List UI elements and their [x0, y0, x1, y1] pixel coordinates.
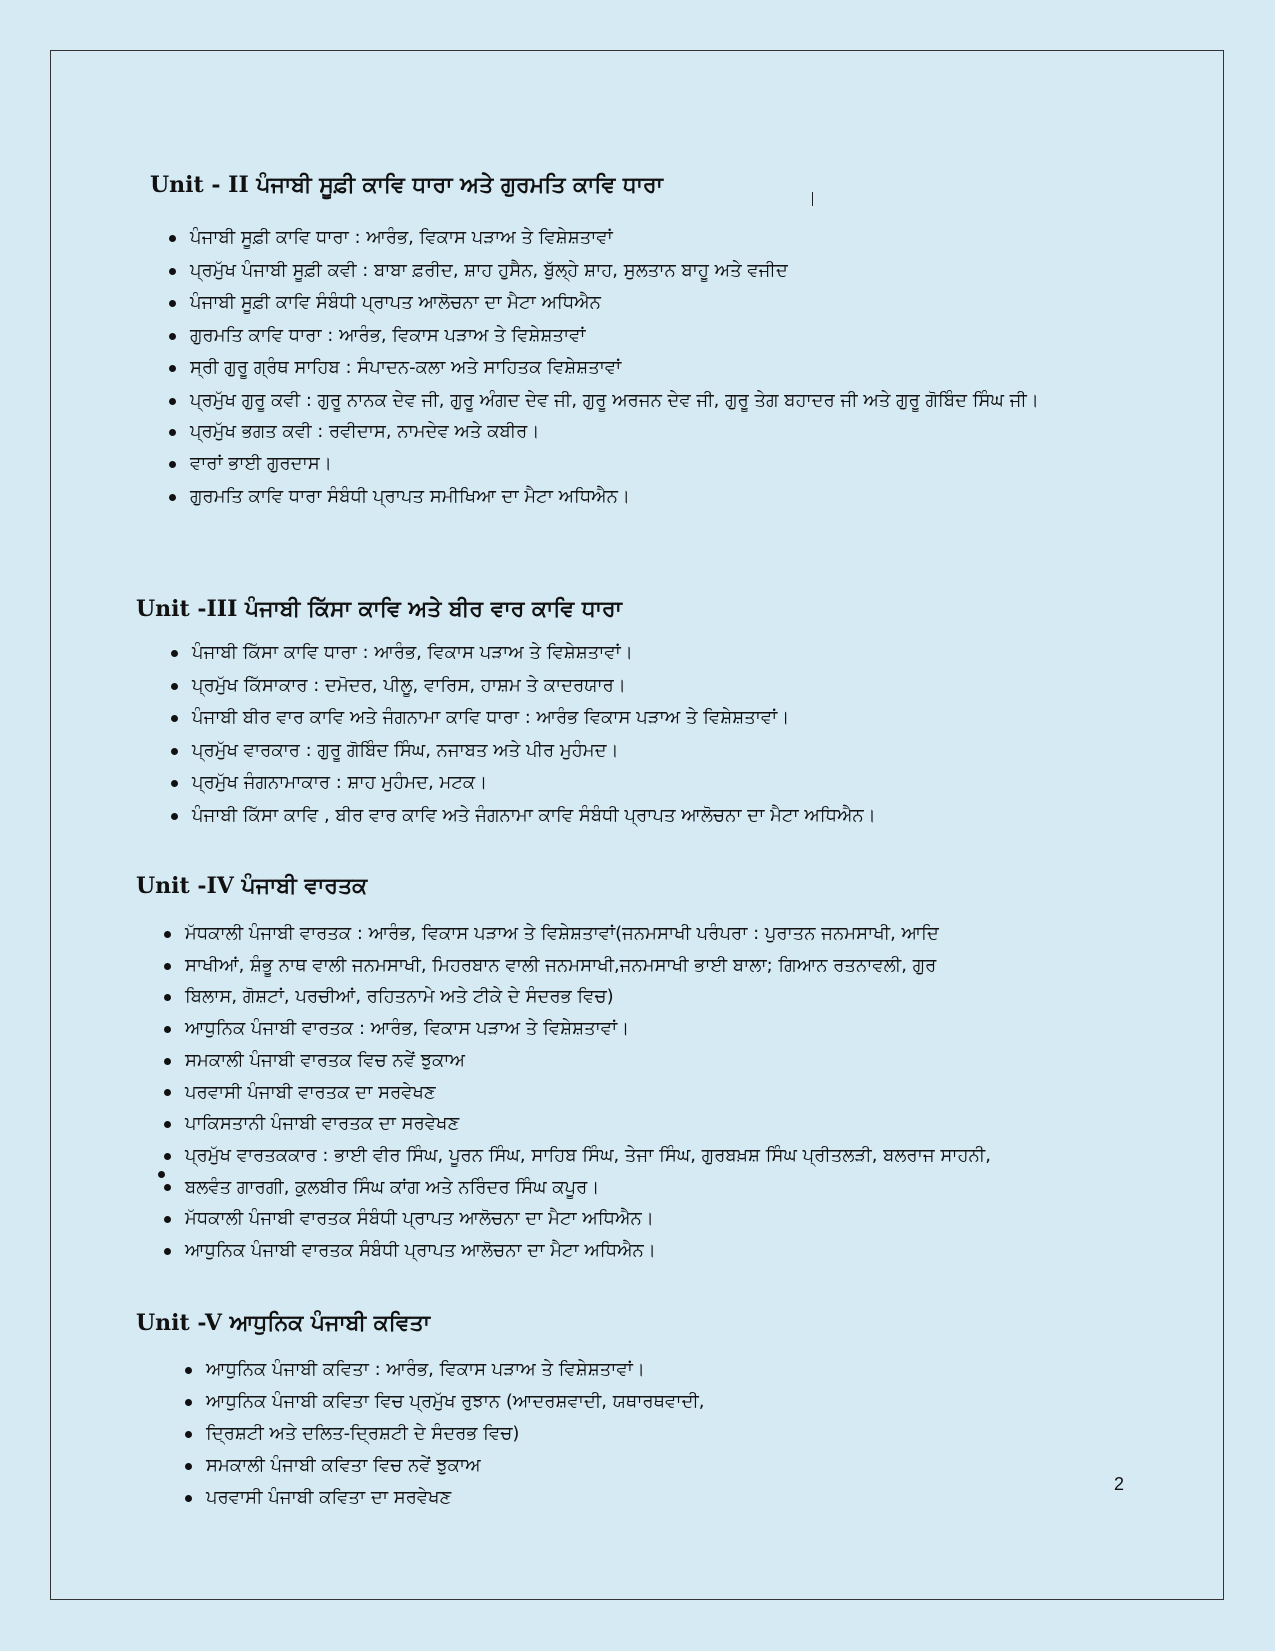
list-item: ਸਮਕਾਲੀ ਪੰਜਾਬੀ ਕਵਿਤਾ ਵਿਚ ਨਵੇਂ ਝੁਕਾਅ [206, 1450, 1206, 1482]
bullet-icon [164, 1121, 171, 1128]
bullet-icon [171, 748, 178, 755]
list-item: ਬਿਲਾਸ, ਗੋਸ਼ਟਾਂ, ਪਰਚੀਆਂ, ਰਹਿਤਨਾਮੇ ਅਤੇ ਟੀਕੇ ਦੇ ਸੰਦਰਭ ਵਿਚ) [185, 981, 1225, 1013]
list-item: ਪੰਜਾਬੀ ਕਿੱਸਾ ਕਾਵਿ ਧਾਰਾ : ਆਰੰਭ, ਵਿਕਾਸ ਪੜਾਅ ਤੇ ਵਿਸ਼ੇਸ਼ਤਾਵਾਂ। [192, 637, 1192, 670]
bullet-icon [169, 429, 176, 436]
list-item: ਪਾਕਿਸਤਾਨੀ ਪੰਜਾਬੀ ਵਾਰਤਕ ਦਾ ਸਰਵੇਖਣ [185, 1108, 1225, 1140]
page-number: 2 [1114, 1474, 1125, 1494]
list-item: ਪਰਵਾਸੀ ਪੰਜਾਬੀ ਕਵਿਤਾ ਦਾ ਸਰਵੇਖਣ [206, 1482, 1206, 1514]
unit-2-list [190, 222, 1140, 513]
list-item: ਪ੍ਰਮੁੱਖ ਵਾਰਤਕਕਾਰ : ਭਾਈ ਵੀਰ ਸਿੰਘ, ਪੂਰਨ ਸਿੰਘ, ਸਾਹਿਬ ਸਿੰਘ, ਤੇਜਾ ਸਿੰਘ, ਗੁਰਬਖ਼ਸ਼ ਸਿੰਘ ਪ੍ਰੀਤਲੜੀ, ਬਲਰਾਜ ਸਾਹਨੀ, [185, 1140, 1225, 1172]
list-item: ਦ੍ਰਿਸ਼ਟੀ ਅਤੇ ਦਲਿਤ-ਦ੍ਰਿਸ਼ਟੀ ਦੇ ਸੰਦਰਭ ਵਿਚ) [206, 1418, 1206, 1450]
bullet-icon [171, 683, 178, 690]
bullet-icon [164, 1026, 171, 1033]
list-item: ਪਰਵਾਸੀ ਪੰਜਾਬੀ ਵਾਰਤਕ ਦਾ ਸਰਵੇਖਣ [185, 1077, 1225, 1109]
bullet-icon [171, 813, 178, 820]
list-item: ਪ੍ਰਮੁੱਖ ਕਿੱਸਾਕਾਰ : ਦਮੋਦਰ, ਪੀਲੂ, ਵਾਰਿਸ, ਹਾਸ਼ਮ ਤੇ ਕਾਦਰਯਾਰ। [192, 670, 1192, 703]
list-item: ਸਾਖੀਆਂ, ਸ਼ੰਭੂ ਨਾਥ ਵਾਲੀ ਜਨਮਸਾਖੀ, ਮਿਹਰਬਾਨ ਵਾਲੀ ਜਨਮਸਾਖੀ,ਜਨਮਸਾਖੀ ਭਾਈ ਬਾਲਾ; ਗਿਆਨ ਰਤਨਾਵਲੀ, ਗੁਰ [185, 950, 1225, 982]
unit-5-heading: Unit -V ਆਧੁਨਿਕ ਪੰਜਾਬੀ ਕਵਿਤਾ [136, 1310, 431, 1336]
list-item: ਸ੍ਰੀ ਗੁਰੂ ਗ੍ਰੰਥ ਸਾਹਿਬ : ਸੰਪਾਦਨ-ਕਲਾ ਅਤੇ ਸਾਹਿਤਕ ਵਿਸ਼ੇਸ਼ਤਾਵਾਂ [190, 352, 1140, 385]
list-item: ਗੁਰਮਤਿ ਕਾਵਿ ਧਾਰਾ ਸੰਬੰਧੀ ਪ੍ਰਾਪਤ ਸਮੀਖਿਆ ਦਾ ਮੈਟਾ ਅਧਿਐਨ। [190, 481, 1140, 514]
unit-4-heading: Unit -IV ਪੰਜਾਬੀ ਵਾਰਤਕ [136, 873, 368, 899]
bullet-icon [164, 1153, 171, 1160]
list-item: ਆਧੁਨਿਕ ਪੰਜਾਬੀ ਵਾਰਤਕ ਸੰਬੰਧੀ ਪ੍ਰਾਪਤ ਆਲੋਚਨਾ ਦਾ ਮੈਟਾ ਅਧਿਐਨ। [185, 1235, 1225, 1267]
bullet-icon [164, 1058, 171, 1065]
list-item: ਪ੍ਰਮੁੱਖ ਵਾਰਕਾਰ : ਗੁਰੂ ਗੋਬਿੰਦ ਸਿੰਘ, ਨਜਾਬਤ ਅਤੇ ਪੀਰ ਮੁਹੰਮਦ। [192, 735, 1192, 768]
bullet-icon [169, 333, 176, 340]
list-item: ਪੰਜਾਬੀ ਬੀਰ ਵਾਰ ਕਾਵਿ ਅਤੇ ਜੰਗਨਾਮਾ ਕਾਵਿ ਧਾਰਾ : ਆਰੰਭ ਵਿਕਾਸ ਪੜਾਅ ਤੇ ਵਿਸ਼ੇਸ਼ਤਾਵਾਂ। [192, 702, 1192, 735]
list-item: ਸਮਕਾਲੀ ਪੰਜਾਬੀ ਵਾਰਤਕ ਵਿਚ ਨਵੇਂ ਝੁਕਾਅ [185, 1045, 1225, 1077]
unit-5-list [206, 1354, 1206, 1514]
bullet-icon [169, 398, 176, 405]
list-item: ਆਧੁਨਿਕ ਪੰਜਾਬੀ ਕਵਿਤਾ : ਆਰੰਭ, ਵਿਕਾਸ ਪੜਾਅ ਤੇ ਵਿਸ਼ੇਸ਼ਤਾਵਾਂ। [206, 1354, 1206, 1386]
bullet-icon [185, 1495, 192, 1502]
unit-4-list [185, 918, 1225, 1267]
bullet-icon [185, 1431, 192, 1438]
text-cursor-mark [812, 192, 813, 206]
list-item: ਪ੍ਰਮੁੱਖ ਗੁਰੂ ਕਵੀ : ਗੁਰੂ ਨਾਨਕ ਦੇਵ ਜੀ, ਗੁਰੂ ਅੰਗਦ ਦੇਵ ਜੀ, ਗੁਰੂ ਅਰਜਨ ਦੇਵ ਜੀ, ਗੁਰੂ ਤੇਗ ਬਹਾਦਰ ਜੀ ਅਤੇ ਗੁਰੂ ਗੋਬਿੰਦ ਸਿੰਘ ਜੀ। [190, 385, 1140, 416]
bullet-icon [164, 963, 171, 970]
unit-3-heading: Unit -III ਪੰਜਾਬੀ ਕਿੱਸਾ ਕਾਵਿ ਅਤੇ ਬੀਰ ਵਾਰ ਕਾਵਿ ਧਾਰਾ [136, 596, 622, 622]
list-item: ਆਧੁਨਿਕ ਪੰਜਾਬੀ ਕਵਿਤਾ ਵਿਚ ਪ੍ਰਮੁੱਖ ਰੁਝਾਨ (ਆਦਰਸ਼ਵਾਦੀ, ਯਥਾਰਥਵਾਦੀ, [206, 1386, 1206, 1418]
list-item: ਗੁਰਮਤਿ ਕਾਵਿ ਧਾਰਾ : ਆਰੰਭ, ਵਿਕਾਸ ਪੜਾਅ ਤੇ ਵਿਸ਼ੇਸ਼ਤਾਵਾਂ [190, 320, 1140, 353]
bullet-icon [164, 1248, 171, 1255]
bullet-icon [185, 1367, 192, 1374]
unit-3-list [192, 637, 1192, 832]
list-item: ਪੰਜਾਬੀ ਸੂਫ਼ੀ ਕਾਵਿ ਸੰਬੰਧੀ ਪ੍ਰਾਪਤ ਆਲੋਚਨਾ ਦਾ ਮੈਟਾ ਅਧਿਐਨ [190, 287, 1140, 320]
bullet-icon [169, 268, 176, 275]
bullet-icon [185, 1463, 192, 1470]
stray-bullet-icon [158, 1171, 165, 1178]
bullet-icon [169, 494, 176, 501]
list-item: ਬਲਵੰਤ ਗਾਰਗੀ, ਕੁਲਬੀਰ ਸਿੰਘ ਕਾਂਗ ਅਤੇ ਨਰਿੰਦਰ ਸਿੰਘ ਕਪੂਰ। [185, 1172, 1225, 1204]
list-item: ਪ੍ਰਮੁੱਖ ਪੰਜਾਬੀ ਸੂਫ਼ੀ ਕਵੀ : ਬਾਬਾ ਫ਼ਰੀਦ, ਸ਼ਾਹ ਹੁਸੈਨ, ਬੁੱਲ੍ਹੇ ਸ਼ਾਹ, ਸੁਲਤਾਨ ਬਾਹੂ ਅਤੇ ਵਜੀਦ [190, 255, 1140, 288]
list-item: ਪ੍ਰਮੁੱਖ ਜੰਗਨਾਮਾਕਾਰ : ਸ਼ਾਹ ਮੁਹੰਮਦ, ਮਟਕ। [192, 767, 1192, 800]
bullet-icon [164, 931, 171, 938]
list-item: ਪ੍ਰਮੁੱਖ ਭਗਤ ਕਵੀ : ਰਵੀਦਾਸ, ਨਾਮਦੇਵ ਅਤੇ ਕਬੀਰ। [190, 416, 1140, 449]
bullet-icon [185, 1399, 192, 1406]
unit-2-heading: Unit - II ਪੰਜਾਬੀ ਸੂਫ਼ੀ ਕਾਵਿ ਧਾਰਾ ਅਤੇ ਗੁਰਮਤਿ ਕਾਵਿ ਧਾਰਾ [150, 172, 663, 198]
list-item: ਮੱਧਕਾਲੀ ਪੰਜਾਬੀ ਵਾਰਤਕ : ਆਰੰਭ, ਵਿਕਾਸ ਪੜਾਅ ਤੇ ਵਿਸ਼ੇਸ਼ਤਾਵਾਂ(ਜਨਮਸਾਖੀ ਪਰੰਪਰਾ : ਪੁਰਾਤਨ ਜਨਮਸਾਖੀ, ਆਦਿ [185, 918, 1225, 950]
list-item: ਵਾਰਾਂ ਭਾਈ ਗੁਰਦਾਸ। [190, 448, 1140, 481]
list-item: ਆਧੁਨਿਕ ਪੰਜਾਬੀ ਵਾਰਤਕ : ਆਰੰਭ, ਵਿਕਾਸ ਪੜਾਅ ਤੇ ਵਿਸ਼ੇਸ਼ਤਾਵਾਂ। [185, 1013, 1225, 1045]
list-item: ਮੱਧਕਾਲੀ ਪੰਜਾਬੀ ਵਾਰਤਕ ਸੰਬੰਧੀ ਪ੍ਰਾਪਤ ਆਲੋਚਨਾ ਦਾ ਮੈਟਾ ਅਧਿਐਨ। [185, 1203, 1225, 1235]
list-item: ਪੰਜਾਬੀ ਸੂਫ਼ੀ ਕਾਵਿ ਧਾਰਾ : ਆਰੰਭ, ਵਿਕਾਸ ਪੜਾਅ ਤੇ ਵਿਸ਼ੇਸ਼ਤਾਵਾਂ [190, 222, 1140, 255]
list-item: ਪੰਜਾਬੀ ਕਿੱਸਾ ਕਾਵਿ , ਬੀਰ ਵਾਰ ਕਾਵਿ ਅਤੇ ਜੰਗਨਾਮਾ ਕਾਵਿ ਸੰਬੰਧੀ ਪ੍ਰਾਪਤ ਆਲੋਚਨਾ ਦਾ ਮੈਟਾ ਅਧਿਐਨ। [192, 800, 1192, 833]
